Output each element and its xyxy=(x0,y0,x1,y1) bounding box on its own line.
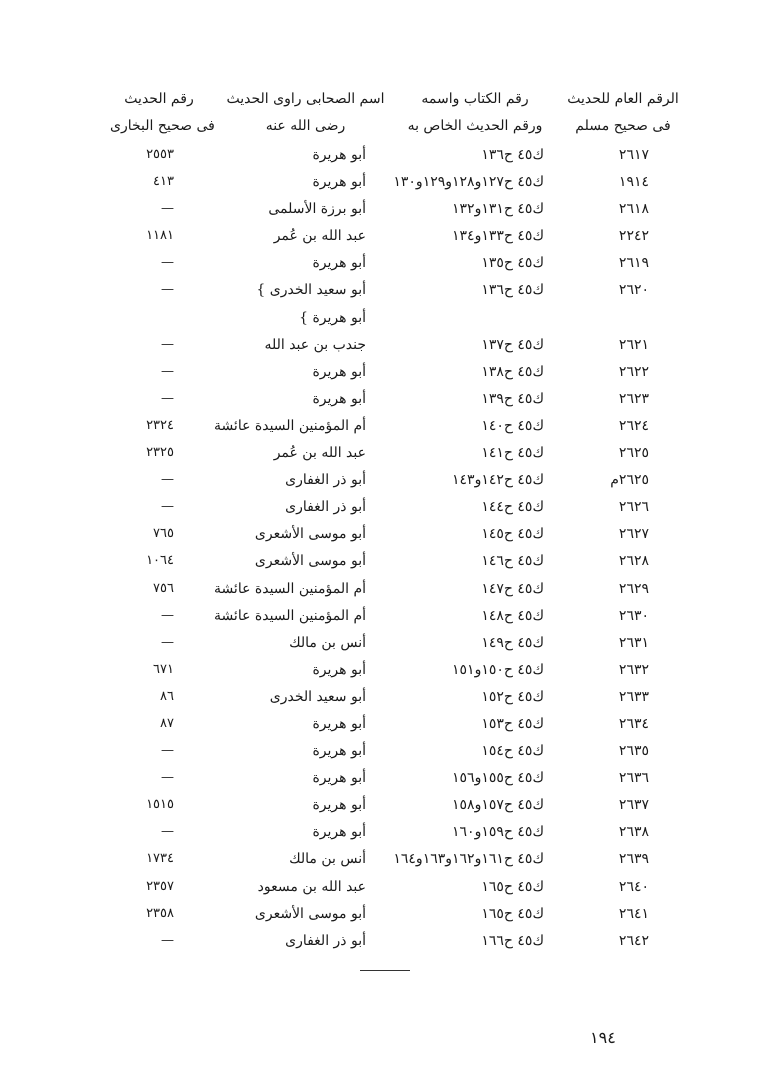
narrator-name: جندب بن عبد الله xyxy=(264,336,366,353)
table-row xyxy=(0,253,765,280)
bukhari-number: — xyxy=(161,770,174,786)
table-row xyxy=(0,551,765,578)
header-general-number xyxy=(556,86,690,140)
bukhari-number: ٧٦٥ xyxy=(153,526,174,542)
bukhari-number: ٢٣٢٤ xyxy=(146,417,174,433)
general-number: ٢٦٣٦ xyxy=(618,770,649,787)
book-reference: ك٤٥ ح١٣٩ xyxy=(481,390,544,407)
book-reference: ك٤٥ ح١٤٧ xyxy=(481,580,544,597)
narrator-name: أبو هريرة xyxy=(312,147,366,163)
book-reference: ك٤٥ ح١٦٥ xyxy=(481,905,544,922)
book-reference: ك٤٥ ح١٣٧ xyxy=(481,336,544,353)
narrator-name: أبو سعيد الخدرى xyxy=(269,688,366,705)
general-number: ٢٦٣٠ xyxy=(618,607,649,624)
narrator-name: أبو هريرة xyxy=(312,255,366,272)
bukhari-number: ٨٦ xyxy=(160,688,174,704)
book-reference: ك٤٥ ح١٣٦ xyxy=(481,282,544,299)
book-reference: ك٤٥ ح١٣١و١٣٢ xyxy=(452,201,544,218)
narrator-name: أبو هريرة xyxy=(312,363,366,380)
bukhari-number: — xyxy=(161,201,174,217)
book-reference: ك٤٥ ح١٥٣ xyxy=(481,715,544,732)
table-row xyxy=(0,443,765,470)
narrator-name: أم المؤمنين السيدة عائشة xyxy=(213,580,366,597)
page-number: ١٩٤ xyxy=(590,1028,616,1047)
bukhari-number: ٧٥٦ xyxy=(153,580,174,596)
book-reference: ك٤٥ ح١٤٨ xyxy=(481,607,544,624)
narrator-name: أم المؤمنين السيدة عائشة xyxy=(213,417,366,434)
narrator-name: أبو موسى الأشعرى xyxy=(254,905,366,922)
general-number: ٢٦٢٥ xyxy=(618,445,649,462)
general-number: ٢٦٤٢ xyxy=(618,932,649,949)
book-reference: ك٤٥ ح١٥٠و١٥١ xyxy=(452,661,544,678)
general-number: ٢٦٣٥ xyxy=(618,743,649,760)
header-line: فى صحيح مسلم xyxy=(575,118,671,134)
header-narrator xyxy=(218,86,393,140)
general-number: ٢٦٢٨ xyxy=(618,553,649,570)
header-line: اسم الصحابى راوى الحديث xyxy=(226,91,385,107)
table-row xyxy=(0,308,765,335)
table-row xyxy=(0,389,765,416)
general-number: ٢٦٢٣ xyxy=(618,390,649,407)
narrator-name: أنس بن مالك xyxy=(289,851,366,868)
book-reference: ك٤٥ ح١٥٢ xyxy=(481,688,544,705)
table-row xyxy=(0,362,765,389)
bukhari-number: — xyxy=(161,824,174,840)
general-number: ٢٦٤٠ xyxy=(618,878,649,895)
general-number: ٢٦٢٤ xyxy=(618,417,649,434)
bukhari-number: — xyxy=(161,607,174,623)
book-reference: ك٤٥ ح١٣٨ xyxy=(481,363,544,380)
book-reference: ك٤٥ ح١٢٧و١٢٨و١٢٩و١٣٠ xyxy=(393,174,544,191)
bukhari-number: ٤١٣ xyxy=(153,174,174,190)
general-number: ٢٦٢١ xyxy=(618,336,649,353)
bukhari-number: ٨٧ xyxy=(160,715,174,731)
table-row xyxy=(0,606,765,633)
narrator-name: أبو سعيد الخدرى } xyxy=(256,282,366,299)
footer-rule xyxy=(360,970,410,971)
table-row xyxy=(0,579,765,606)
table-row xyxy=(0,497,765,524)
table-row xyxy=(0,741,765,768)
general-number: ٢٦٤١ xyxy=(618,905,649,922)
narrator-name: أبو برزة الأسلمى xyxy=(268,201,366,218)
bukhari-number: — xyxy=(161,499,174,515)
general-number: ٢٦١٧ xyxy=(618,147,649,163)
narrator-name: أبو هريرة xyxy=(312,390,366,407)
narrator-name: أبو هريرة xyxy=(312,743,366,760)
bukhari-number: ٢٣٥٧ xyxy=(146,878,174,894)
general-number: ٢٦٣١ xyxy=(618,634,649,651)
general-number: ٢٦٢٦ xyxy=(618,499,649,516)
book-reference: ك٤٥ ح١٤١ xyxy=(481,445,544,462)
table-row xyxy=(0,660,765,687)
bukhari-number: ١١٨١ xyxy=(146,228,174,244)
bukhari-number: ٢٥٥٣ xyxy=(146,147,174,162)
table-row xyxy=(0,172,765,199)
general-number: ٢٦١٩ xyxy=(618,255,649,272)
book-reference: ك٤٥ ح١٦٦ xyxy=(481,932,544,949)
narrator-name: أبو ذر الغفارى xyxy=(285,932,366,949)
header-line: فى صحيح البخارى xyxy=(110,118,215,134)
narrator-name: عبد الله بن عُمر xyxy=(273,445,366,462)
book-reference: ك٤٥ ح١٤٩ xyxy=(481,634,544,651)
book-reference: ك٤٥ ح١٤٤ xyxy=(481,499,544,516)
bukhari-number: — xyxy=(161,390,174,406)
book-reference: ك٤٥ ح١٦٥ xyxy=(481,878,544,895)
bukhari-number: ١٠٦٤ xyxy=(146,553,174,569)
book-reference: ك٤٥ ح١٣٥ xyxy=(481,255,544,272)
table-row xyxy=(0,877,765,904)
bukhari-number: ٢٣٢٥ xyxy=(146,445,174,461)
book-reference: ك٤٥ ح١٤٦ xyxy=(481,553,544,570)
general-number: ٢٦٢٥م xyxy=(610,472,649,489)
table-row xyxy=(0,768,765,795)
hadith-table xyxy=(0,145,765,958)
general-number: ٢٦٢٢ xyxy=(618,363,649,380)
general-number: ٢٦٣٩ xyxy=(618,851,649,868)
narrator-name: أبو هريرة } xyxy=(299,309,366,326)
narrator-name: أبو هريرة xyxy=(312,797,366,814)
general-number: ٢٦٣٨ xyxy=(618,824,649,841)
book-reference: ك٤٥ ح١٤٥ xyxy=(481,526,544,543)
book-reference: ك٤٥ ح١٥٤ xyxy=(481,743,544,760)
narrator-name: أبو هريرة xyxy=(312,715,366,732)
header-line: الرقم العام للحديث xyxy=(567,91,679,107)
narrator-name: أبو موسى الأشعرى xyxy=(254,553,366,570)
table-row xyxy=(0,145,765,172)
book-reference: ك٤٥ ح١٤٢و١٤٣ xyxy=(452,472,544,489)
general-number: ٢٦٣٧ xyxy=(618,797,649,814)
table-row xyxy=(0,849,765,876)
bukhari-number: — xyxy=(161,363,174,379)
narrator-name: أبو ذر الغفارى xyxy=(285,472,366,489)
header-bukhari-number xyxy=(110,86,215,140)
book-reference: ك٤٥ ح١٤٠ xyxy=(481,417,544,434)
general-number: ٢٦٢٩ xyxy=(618,580,649,597)
narrator-name: أبو هريرة xyxy=(312,824,366,841)
narrator-name: أبو هريرة xyxy=(312,174,366,191)
bukhari-number: — xyxy=(161,336,174,352)
bukhari-number: ١٧٣٤ xyxy=(146,851,174,867)
table-row xyxy=(0,470,765,497)
general-number: ١٩١٤ xyxy=(618,174,649,191)
book-reference: ك٤٥ ح١٣٦ xyxy=(481,147,544,163)
bukhari-number: — xyxy=(161,472,174,488)
book-reference: ك٤٥ ح١٥٩و١٦٠ xyxy=(452,824,544,841)
narrator-name: أبو هريرة xyxy=(312,770,366,787)
bukhari-number: ٢٣٥٨ xyxy=(146,905,174,921)
table-row xyxy=(0,416,765,443)
book-reference: ك٤٥ ح١٥٥و١٥٦ xyxy=(452,770,544,787)
table-row xyxy=(0,931,765,958)
header-line: رقم الكتاب واسمه xyxy=(421,91,529,107)
narrator-name: أنس بن مالك xyxy=(289,634,366,651)
table-row xyxy=(0,633,765,660)
bukhari-number: — xyxy=(161,743,174,759)
header-book-number xyxy=(395,86,555,140)
bukhari-number: — xyxy=(161,282,174,298)
general-number: ٢٦٣٤ xyxy=(618,715,649,732)
general-number: ٢٦١٨ xyxy=(618,201,649,218)
bukhari-number: ٦٧١ xyxy=(153,661,174,677)
bukhari-number: — xyxy=(161,634,174,650)
table-row xyxy=(0,226,765,253)
general-number: ٢٦٢٠ xyxy=(618,282,649,299)
bukhari-number: ١٥١٥ xyxy=(146,797,174,813)
general-number: ٢٢٤٢ xyxy=(618,228,649,245)
book-reference: ك٤٥ ح١٦١و١٦٢و١٦٣و١٦٤ xyxy=(393,851,544,868)
narrator-name: أم المؤمنين السيدة عائشة xyxy=(213,607,366,624)
header-line: رضى الله عنه xyxy=(265,118,346,134)
narrator-name: عبد الله بن عُمر xyxy=(273,228,366,245)
table-row xyxy=(0,335,765,362)
table-row xyxy=(0,280,765,307)
header-line: رقم الحديث xyxy=(124,91,194,107)
table-row xyxy=(0,822,765,849)
table-row xyxy=(0,795,765,822)
table-row xyxy=(0,714,765,741)
book-reference: ك٤٥ ح١٥٧و١٥٨ xyxy=(452,797,544,814)
table-row xyxy=(0,524,765,551)
narrator-name: أبو ذر الغفارى xyxy=(285,499,366,516)
table-row xyxy=(0,199,765,226)
general-number: ٢٦٣٢ xyxy=(618,661,649,678)
table-row xyxy=(0,904,765,931)
narrator-name: عبد الله بن مسعود xyxy=(257,878,366,895)
narrator-name: أبو هريرة xyxy=(312,661,366,678)
narrator-name: أبو موسى الأشعرى xyxy=(254,526,366,543)
header-line: ورقم الحديث الخاص به xyxy=(407,118,543,134)
book-reference: ك٤٥ ح١٣٣و١٣٤ xyxy=(452,228,544,245)
table-row xyxy=(0,687,765,714)
bukhari-number: — xyxy=(161,932,174,948)
general-number: ٢٦٢٧ xyxy=(618,526,649,543)
general-number: ٢٦٣٣ xyxy=(618,688,649,705)
bukhari-number: — xyxy=(161,255,174,271)
